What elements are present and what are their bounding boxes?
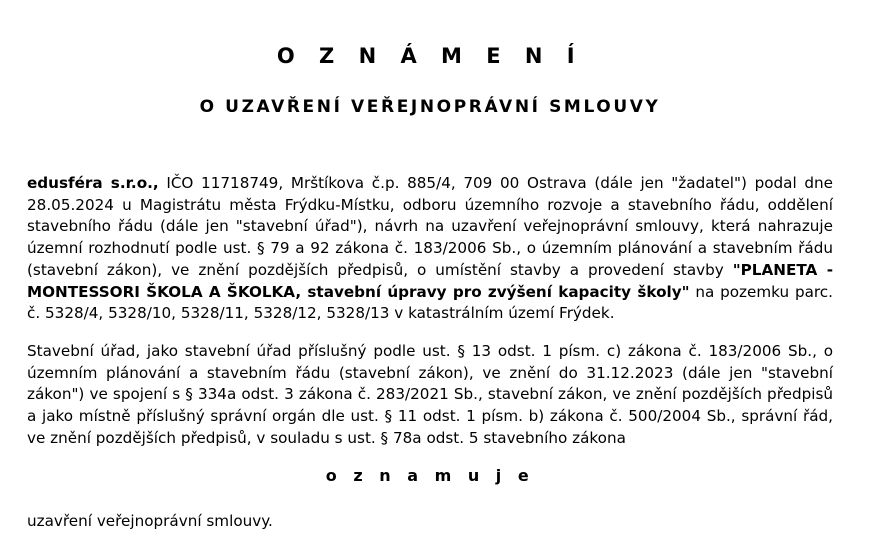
document-subtitle: O UZAVŘENÍ VEŘEJNOPRÁVNÍ SMLOUVY xyxy=(199,97,661,117)
parcel-text: na pozemku parc. č. 5328/4, 5328/10, 5328/11, 5328/12, 5328/13 v katastrálním území Frýdek. xyxy=(27,282,833,323)
document-title: O Z N Á M E N Í xyxy=(276,44,584,68)
applicant-name: edusféra s.r.o., xyxy=(27,174,159,192)
paragraph-application xyxy=(27,173,833,325)
project-name: "PLANETA - MONTESSORI ŠKOLA A ŠKOLKA, stavební úpravy pro zvýšení kapacity školy" xyxy=(27,260,833,301)
paragraph-conclusion: uzavření veřejnoprávní smlouvy. xyxy=(27,512,273,530)
announces-heading: o z n a m u j e xyxy=(325,466,535,485)
application-text: IČO 11718749, Mrštíkova č.p. 885/4, 709 00 Ostrava (dále jen "žadatel") podal dne 28.05.2024 u Magistrátu města Frýdku-Místku, odboru územního rozvoje a stavebního řádu, oddělení stavebního řádu (dále jen "stavební úřad"), návrh na uzavření veřejnoprávní smlouvy, která nahrazuje územní rozhodnutí podle ust. § 79 a 92 zákona č. 183/2006 Sb., o územním plánování a stavebním řádu (stavební zákon), ve znění pozdějších předpisů, o umístění stavby a provedení stavby xyxy=(27,174,833,279)
paragraph-authority: Stavební úřad, jako stavební úřad příslušný podle ust. § 13 odst. 1 písm. c) zákona č. 183/2006 Sb., o územním plánování a stavebním řádu (stavební zákon), ve znění do 31.12.2023 (dále jen "stavební zákon") ve spojení s § 334a odst. 3 zákona č. 283/2021 Sb., stavební zákon, ve znění pozdějších předpisů a jako místně příslušný správní orgán dle ust. § 11 odst. 1 písm. b) zákona č. 500/2004 Sb., správní řád, ve znění pozdějších předpisů, v souladu s ust. § 78a odst. 5 stavebního zákona xyxy=(27,342,833,447)
